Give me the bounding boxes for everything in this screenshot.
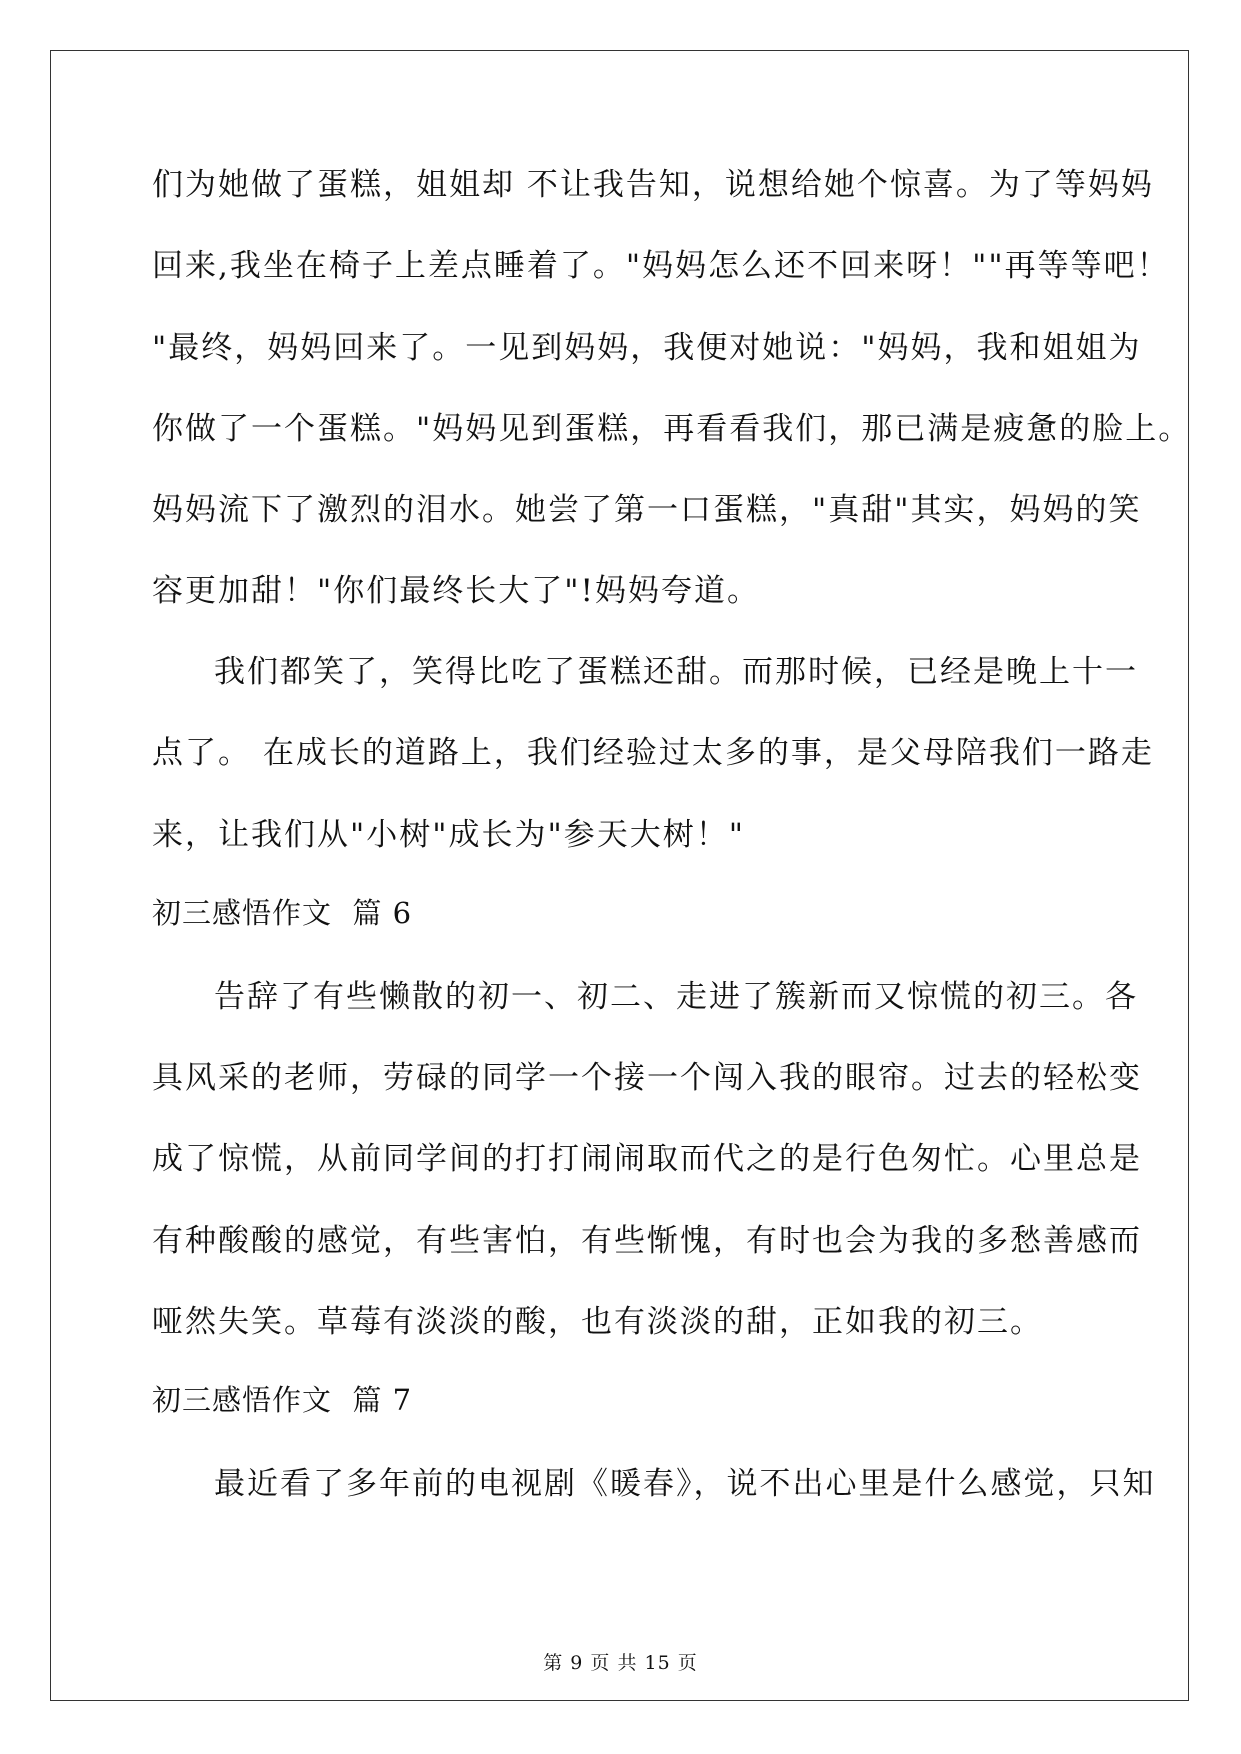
text-line: 我们都笑了，笑得比吃了蛋糕还甜。而那时候，已经是晚上十一 bbox=[214, 654, 1138, 690]
page-number-footer: 第 9 页 共 15 页 bbox=[543, 1652, 698, 1674]
text-line: 最近看了多年前的电视剧《暖春》，说不出心里是什么感觉，只知 bbox=[214, 1466, 1156, 1502]
text-line: 具风采的老师，劳碌的同学一个接一个闯入我的眼帘。过去的轻松变 bbox=[152, 1060, 1142, 1096]
text-line: "最终，妈妈回来了。一见到妈妈，我便对她说："妈妈，我和姐姐为 bbox=[152, 330, 1142, 366]
text-line: 你做了一个蛋糕。"妈妈见到蛋糕，再看看我们，那已满是疲惫的脸上。 bbox=[152, 411, 1192, 447]
text-line: 有种酸酸的感觉，有些害怕，有些惭愧，有时也会为我的多愁善感而 bbox=[152, 1223, 1142, 1259]
page-border bbox=[50, 50, 1192, 1701]
text-line: 们为她做了蛋糕，姐姐却 不让我告知，说想给她个惊喜。为了等妈妈 bbox=[152, 167, 1154, 203]
text-line: 来，让我们从"小树"成长为"参天大树！" bbox=[152, 817, 746, 853]
section-heading: 初三感悟作文 篇 7 bbox=[152, 1383, 413, 1417]
text-line: 回来,我坐在椅子上差点睡着了。"妈妈怎么还不回来呀！""再等等吧！ bbox=[152, 248, 1170, 284]
text-line: 告辞了有些懒散的初一、初二、走进了簇新而又惊慌的初三。各 bbox=[214, 979, 1138, 1015]
text-line: 容更加甜！"你们最终长大了"!妈妈夸道。 bbox=[152, 573, 760, 609]
text-line: 妈妈流下了激烈的泪水。她尝了第一口蛋糕，"真甜"其实，妈妈的笑 bbox=[152, 492, 1142, 528]
text-line: 点了。 在成长的道路上，我们经验过太多的事，是父母陪我们一路走 bbox=[152, 735, 1154, 771]
section-heading: 初三感悟作文 篇 6 bbox=[152, 896, 413, 930]
text-line: 哑然失笑。草莓有淡淡的酸，也有淡淡的甜，正如我的初三。 bbox=[152, 1304, 1043, 1340]
text-line: 成了惊慌，从前同学间的打打闹闹取而代之的是行色匆忙。心里总是 bbox=[152, 1141, 1142, 1177]
